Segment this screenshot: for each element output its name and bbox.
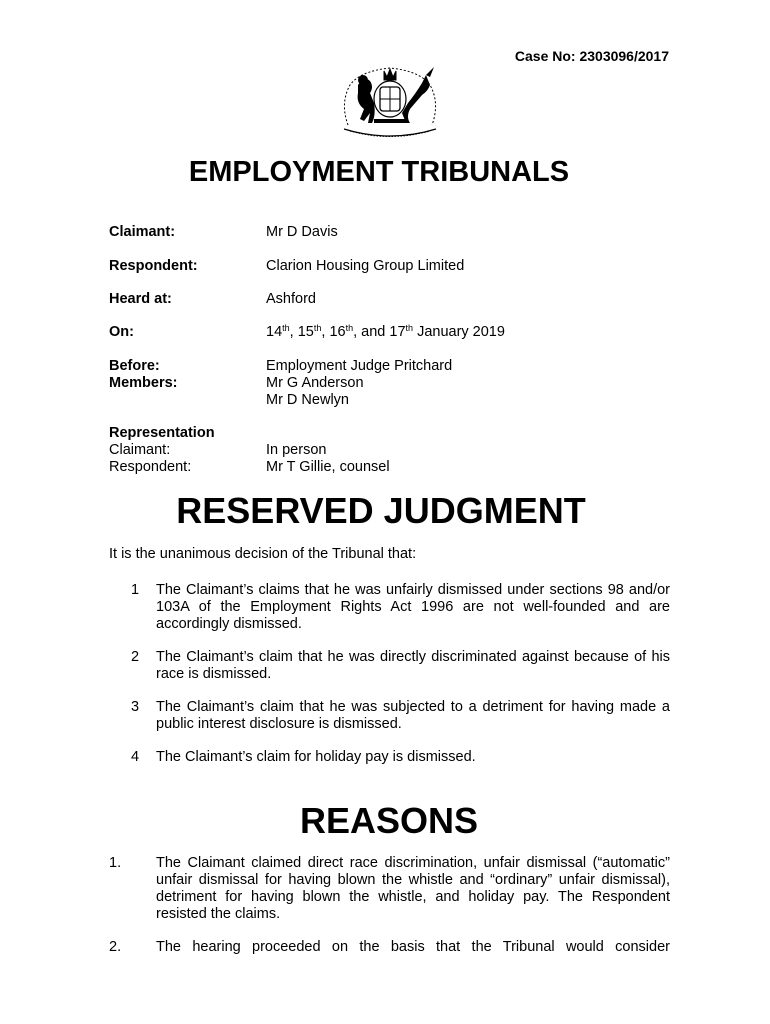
hearing-day: 15 <box>297 324 314 340</box>
reasons-title: REASONS <box>299 800 479 841</box>
member-name: Mr G Anderson <box>266 375 364 391</box>
paragraph-text: The hearing proceeded on the basis that the Tribunal would consider <box>156 939 670 955</box>
judgment-item-text: The Claimant’s claim that he was subjected to a detriment for having made a public interest disclosure is dismissed. <box>156 699 670 732</box>
rep-claimant-label: Claimant: <box>109 442 171 458</box>
claimant-value: Mr D Davis <box>266 224 338 240</box>
claimant-label: Claimant: <box>109 224 176 240</box>
tribunal-title: EMPLOYMENT TRIBUNALS <box>188 156 570 188</box>
hearing-day: 16 <box>329 324 346 340</box>
judgment-item <box>109 749 670 766</box>
judgment-item-number: 3 <box>131 699 140 715</box>
respondent-label: Respondent: <box>109 258 198 274</box>
judgment-item-number: 1 <box>131 582 140 598</box>
hearing-day: 17 <box>389 324 406 340</box>
before-label: Before: <box>109 358 160 374</box>
rep-respondent-value: Mr T Gillie, counsel <box>266 459 390 475</box>
royal-coat-of-arms-icon <box>330 63 450 141</box>
judgment-title: RESERVED JUDGMENT <box>176 490 586 531</box>
members-label: Members: <box>109 375 178 391</box>
hearing-dates-value: 14th, 15th, 16th, and 17th January 2019 <box>266 323 505 340</box>
reasons-paragraph <box>109 855 670 923</box>
paragraph-number: 1. <box>109 855 122 871</box>
case-number: Case No: 2303096/2017 <box>514 48 669 64</box>
member-name: Mr D Newlyn <box>266 392 349 408</box>
respondent-value: Clarion Housing Group Limited <box>266 258 465 274</box>
hearing-dates-label: On: <box>109 324 134 340</box>
rep-claimant-value: In person <box>266 442 327 458</box>
paragraph-number: 2. <box>109 939 122 955</box>
judgment-item <box>109 649 670 683</box>
judgment-item <box>109 582 670 633</box>
judgment-item-number: 4 <box>131 749 140 765</box>
judgment-item-text: The Claimant’s claims that he was unfairly dismissed under sections 98 and/or 103A of the Employment Rights Act 1996 are not well-founded and are accordingly dismissed. <box>156 582 670 632</box>
paragraph-text: The Claimant claimed direct race discrimination, unfair dismissal (“automatic” unfair dismissal for having blown the whistle and “ordinary” unfair dismissal), detriment for having blown the whistle, and holiday pay. The Respondent resisted the claims. <box>156 855 670 922</box>
judgment-item-number: 2 <box>131 649 140 665</box>
judgment-item <box>109 699 670 733</box>
judgment-item-text: The Claimant’s claim for holiday pay is dismissed. <box>156 749 476 765</box>
hearing-day: 14 <box>266 324 283 340</box>
judge-name: Employment Judge Pritchard <box>266 358 453 374</box>
rep-respondent-label: Respondent: <box>109 459 192 475</box>
representation-heading: Representation <box>109 425 215 441</box>
heard-at-value: Ashford <box>266 291 316 307</box>
heard-at-label: Heard at: <box>109 291 172 307</box>
judgment-intro: It is the unanimous decision of the Tribunal that: <box>109 546 417 562</box>
reasons-paragraph <box>109 939 670 956</box>
judgment-item-text: The Claimant’s claim that he was directly discriminated against because of his race is dismissed. <box>156 649 670 682</box>
hearing-month-year: January 2019 <box>417 324 505 340</box>
